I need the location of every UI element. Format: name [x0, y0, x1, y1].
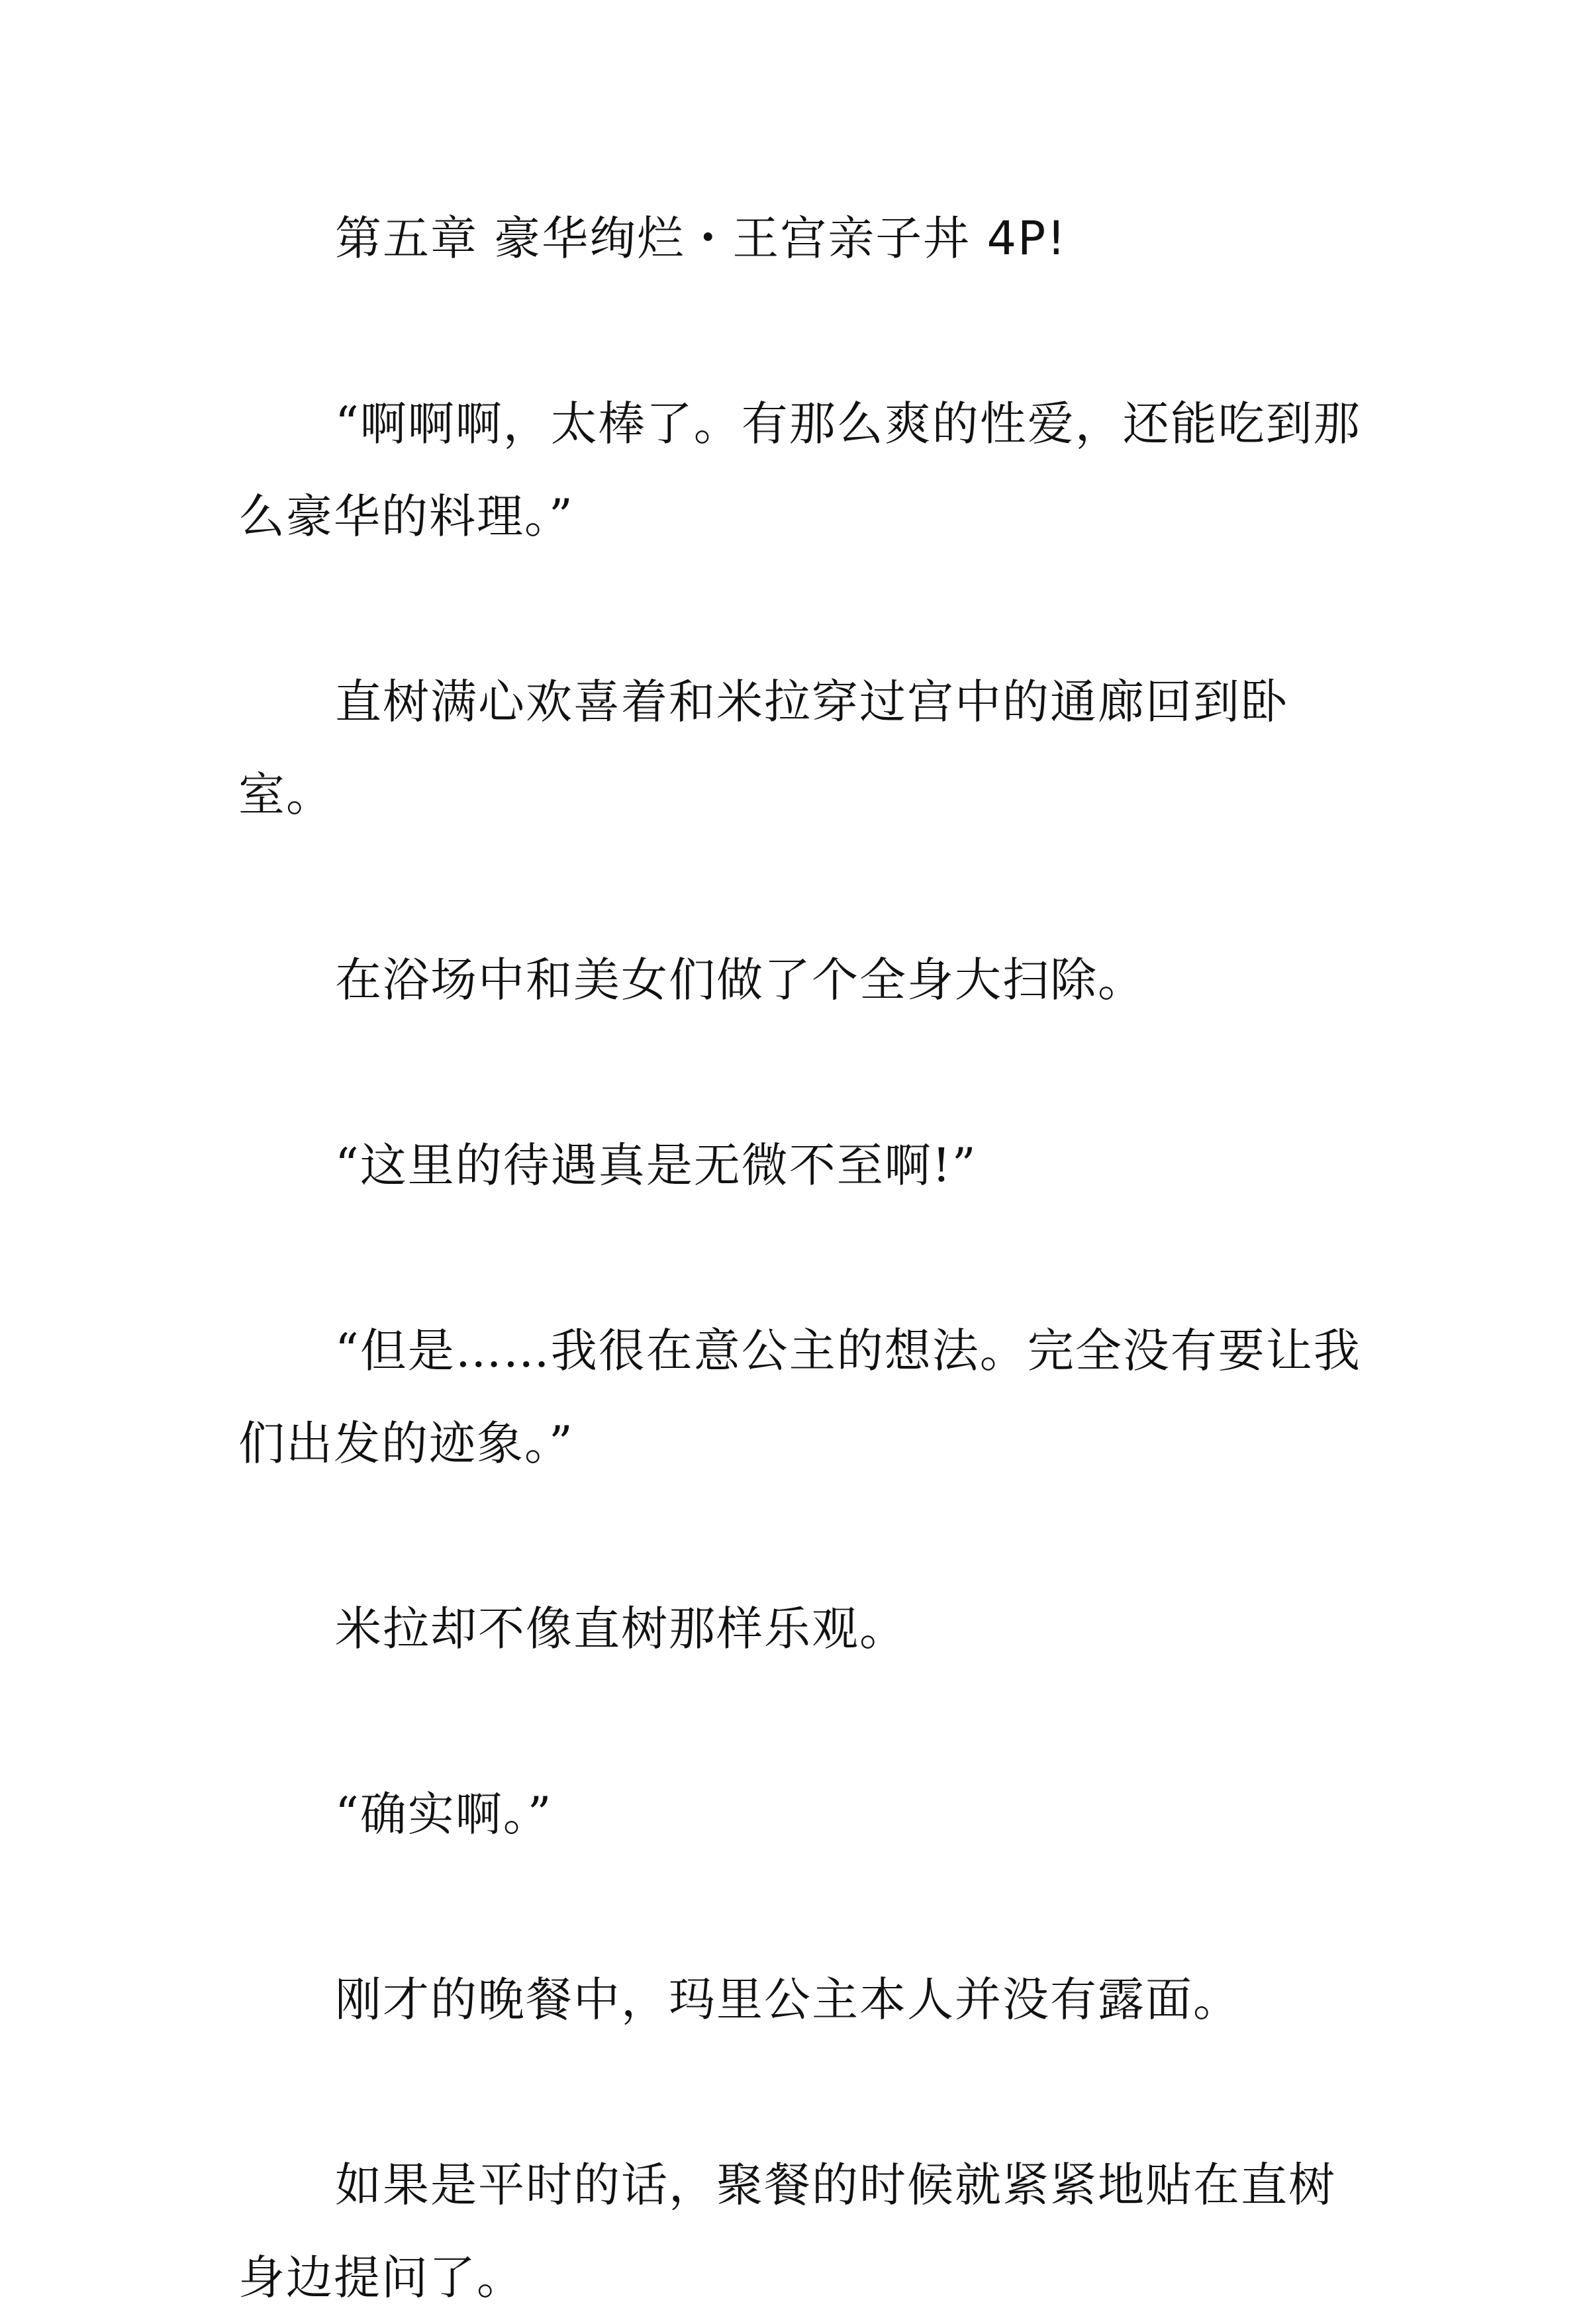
- paragraph: “啊啊啊，太棒了。有那么爽的性爱，还能吃到那么豪华的料理。”: [238, 397, 1361, 544]
- paragraph: 刚才的晚餐中，玛里公主本人并没有露面。: [335, 1972, 1241, 2027]
- paragraph: “确实啊。”: [335, 1787, 553, 1841]
- paragraph: 如果是平时的话，聚餐的时候就紧紧地贴在直树身边提问了。: [238, 2158, 1336, 2305]
- paragraph: “这里的待遇真是无微不至啊!”: [335, 1138, 977, 1192]
- paragraph: 直树满心欢喜着和米拉穿过宫中的通廊回到卧室。: [238, 675, 1288, 822]
- paragraph: 米拉却不像直树那样乐观。: [335, 1602, 907, 1656]
- text-body: [238, 192, 1364, 2324]
- chapter-title: 第五章 豪华绚烂・王宫亲子丼 4P!: [335, 211, 1067, 266]
- paragraph: 在浴场中和美女们做了个全身大扫除。: [335, 953, 1145, 1007]
- paragraph: “但是……我很在意公主的想法。完全没有要让我们出发的迹象。”: [238, 1324, 1361, 1471]
